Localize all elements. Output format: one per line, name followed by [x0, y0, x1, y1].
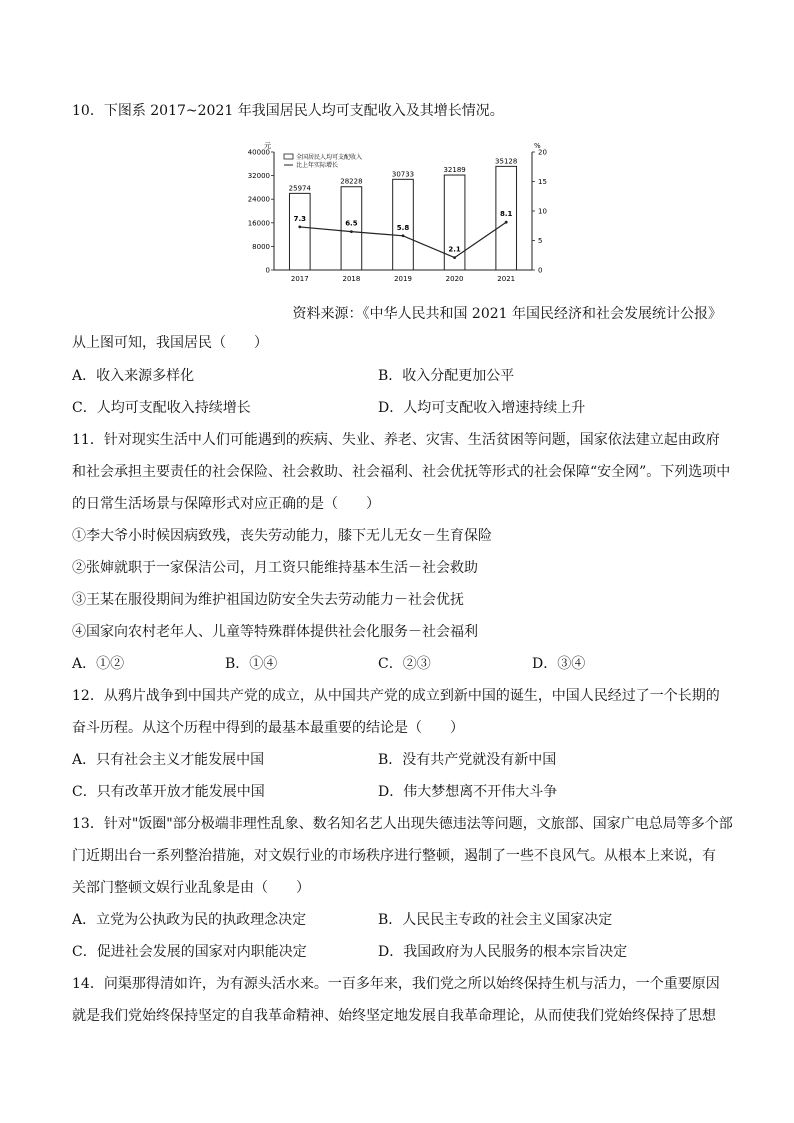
y-tick-label-right: 0 [538, 266, 543, 275]
y-tick-label-left: 0 [265, 266, 270, 275]
q12-option-d: D．伟大梦想离不开伟大斗争 [378, 784, 558, 800]
y-axis-left-label: 元 [264, 142, 271, 150]
q11-stem-1: 11．针对现实生活中人们可能遇到的疾病、失业、养老、灾害、生活贫困等问题，国家依法建立起由政府 [72, 432, 720, 448]
y-tick-label-right: 5 [538, 237, 543, 245]
growth-label: 5.8 [396, 223, 410, 232]
q14-stem-2: 就是我们党始终保持坚定的自我革命精神、始终坚定地发展自我革命理论，从而使我们党始终保持了思想 [72, 1008, 716, 1024]
x-tick-label: 2017 [290, 275, 309, 283]
income-bar [444, 175, 465, 270]
q10-option-a: A．收入来源多样化 [72, 368, 195, 384]
y-axis-right-label: % [534, 142, 541, 150]
income-bar-label: 28228 [340, 177, 363, 186]
growth-point [505, 221, 508, 224]
y-tick-label-left: 24000 [247, 195, 270, 204]
legend-bar-swatch [284, 154, 293, 159]
q10-option-b: B．收入分配更加公平 [378, 368, 515, 384]
q11-item-1: ①李大爷小时候因病致残，丧失劳动能力，膝下无儿无女－生育保险 [72, 528, 492, 544]
q13-stem-1: 13．针对"饭圈"部分极端非理性乱象、数名知名艺人出现失德违法等问题，文旅部、国家广电总局等多个部 [72, 816, 733, 832]
q12-option-b: B．没有共产党就没有新中国 [378, 752, 557, 768]
q10-option-c: C．人均可支配收入持续增长 [72, 400, 251, 416]
q11-option-d: D．③④ [532, 656, 586, 672]
legend-line-label: 比上年实际增长 [296, 162, 339, 169]
q11-stem-2: 和社会承担主要责任的社会保险、社会救助、社会福利、社会优抚等形式的社会保障“安全网”。下列选项中 [72, 464, 731, 480]
growth-point [402, 234, 405, 237]
q10-option-d: D．人均可支配收入增速持续上升 [378, 400, 586, 416]
x-tick-label: 2020 [445, 275, 464, 283]
q14-stem-1: 14．问渠那得清如许，为有源头活水来。一百多年来，我们党之所以始终保持生机与活力，一个重要原因 [72, 976, 720, 992]
y-tick-label-right: 15 [538, 178, 547, 186]
growth-label: 2.1 [448, 245, 461, 254]
x-tick-label: 2021 [497, 275, 516, 283]
income-bar [289, 193, 310, 270]
growth-label: 6.5 [345, 219, 358, 228]
q11-stem-3: 的日常生活场景与保障形式对应正确的是（ ） [72, 496, 380, 512]
x-tick-label: 2019 [394, 275, 412, 283]
growth-label: 7.3 [293, 214, 307, 223]
q12-option-a: A．只有社会主义才能发展中国 [72, 752, 265, 768]
q11-item-3: ③王某在服役期间为维护祖国边防安全失去劳动能力－社会优抚 [72, 592, 464, 608]
q12-stem-2: 奋斗历程。从这个历程中得到的最基本最重要的结论是（ ） [72, 720, 464, 736]
q11-item-2: ②张婶就职于一家保洁公司，月工资只能维持基本生活－社会救助 [72, 560, 478, 576]
q11-option-b: B．①④ [225, 656, 278, 672]
q13-option-c: C．促进社会发展的国家对内职能决定 [72, 944, 307, 960]
q11-option-a: A．①② [72, 656, 125, 672]
income-bar-label: 25974 [288, 184, 311, 193]
income-bar [341, 187, 362, 270]
q12-option-c: C．只有改革开放才能发展中国 [72, 784, 265, 800]
q13-stem-2: 门近期出台一系列整治措施，对文娱行业的市场秩序进行整顿，遏制了一些不良风气。从根本上来说，有 [72, 848, 716, 864]
q13-stem-3: 关部门整顿文娱行业乱象是由（ ） [72, 880, 310, 896]
legend-bar-label: 全国居民人均可支配收入 [296, 154, 363, 161]
growth-point [350, 230, 353, 233]
growth-point [298, 226, 301, 229]
growth-point [453, 256, 456, 259]
y-tick-label-left: 40000 [247, 148, 270, 157]
y-tick-label-left: 16000 [247, 219, 270, 228]
q10-question: 从上图可知，我国居民（ ） [72, 335, 268, 351]
income-bar-label: 35128 [495, 157, 518, 166]
income-bar-label: 30733 [391, 170, 415, 179]
income-bar-label: 32189 [443, 166, 466, 175]
y-tick-label-left: 8000 [252, 242, 270, 251]
q11-item-4: ④国家向农村老年人、儿童等特殊群体提供社会化服务－社会福利 [72, 624, 478, 640]
chart-source: 资料来源：《中华人民共和国 2021 年国民经济和社会发展统计公报》 [292, 306, 722, 322]
income-chart [240, 140, 560, 290]
q11-option-c: C．②③ [378, 656, 431, 672]
growth-label: 8.1 [499, 210, 513, 219]
q13-option-a: A．立党为公执政为民的执政理念决定 [72, 912, 307, 928]
q13-option-d: D．我国政府为人民服务的根本宗旨决定 [378, 944, 628, 960]
y-tick-label-right: 20 [538, 148, 547, 157]
q10-stem: 10．下图系 2017~2021 年我国居民人均可支配收入及其增长情况。 [72, 103, 504, 119]
x-tick-label: 2018 [342, 275, 361, 283]
q12-stem-1: 12．从鸦片战争到中国共产党的成立，从中国共产党的成立到新中国的诞生，中国人民经过了一个长期的 [72, 688, 720, 704]
q13-option-b: B．人民民主专政的社会主义国家决定 [378, 912, 613, 928]
y-tick-label-right: 10 [538, 207, 547, 216]
y-tick-label-left: 32000 [247, 172, 270, 181]
